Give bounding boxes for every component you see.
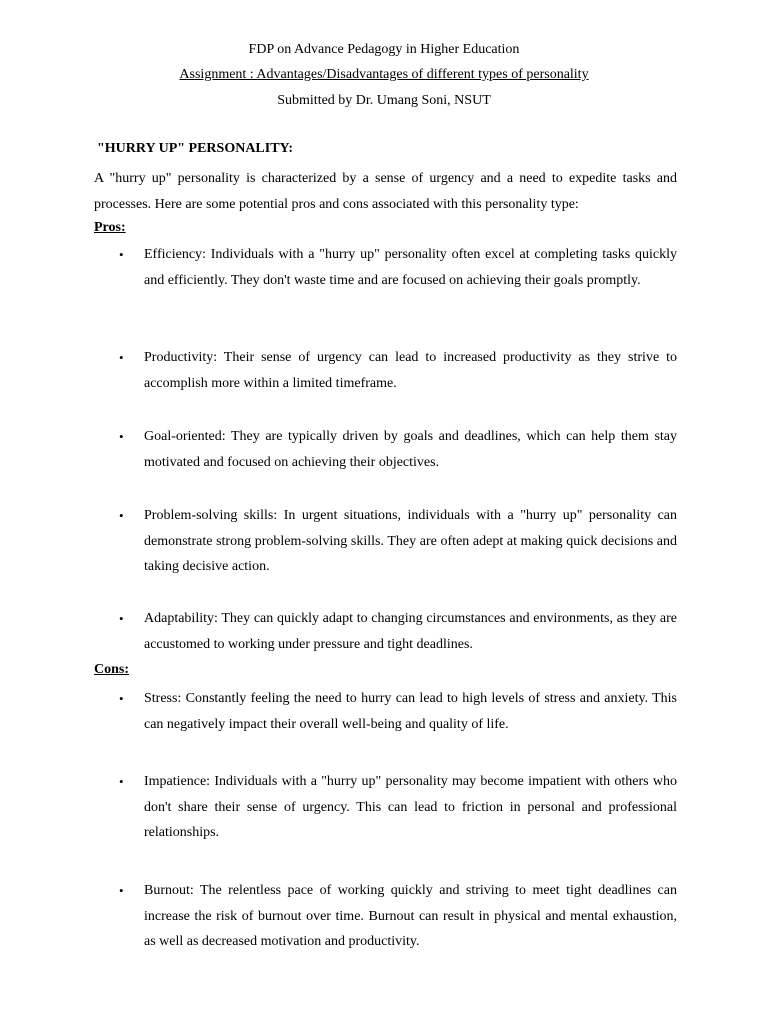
pros-item-text: Productivity: Their sense of urgency can lead to increased productivity as they strive to accomplish more within a limited timeframe. bbox=[144, 350, 677, 391]
bullet-icon: • bbox=[119, 774, 124, 789]
bullet-icon: • bbox=[119, 691, 124, 706]
pros-list-item bbox=[94, 242, 677, 293]
pros-list-item bbox=[94, 606, 677, 657]
cons-label: Cons: bbox=[94, 662, 130, 677]
bullet-icon: • bbox=[119, 429, 124, 444]
pros-list-item bbox=[94, 345, 677, 396]
pros-list-item bbox=[94, 503, 677, 580]
assignment-title: Assignment : Advantages/Disadvantages of different types of personality bbox=[179, 67, 589, 82]
pros-label: Pros: bbox=[94, 220, 126, 235]
pros-item-text: Adaptability: They can quickly adapt to changing circumstances and environments, as they are accustomed to working under pressure and tight deadlines. bbox=[144, 611, 677, 652]
cons-list-item bbox=[94, 878, 677, 955]
bullet-icon: • bbox=[119, 883, 124, 898]
cons-item-text: Impatience: Individuals with a "hurry up" personality may become impatient with others who don't share their sense of urgency. This can lead to friction in personal and professional relationships. bbox=[144, 774, 677, 840]
pros-list-item bbox=[94, 424, 677, 475]
pros-item-text: Goal-oriented: They are typically driven by goals and deadlines, which can help them stay motivated and focused on achieving their objectives. bbox=[144, 429, 677, 470]
cons-item-text: Stress: Constantly feeling the need to hurry can lead to high levels of stress and anxiety. This can negatively impact their overall well-being and quality of life. bbox=[144, 691, 677, 732]
bullet-icon: • bbox=[119, 247, 124, 262]
cons-list-item bbox=[94, 686, 677, 737]
pros-item-text: Problem-solving skills: In urgent situations, individuals with a "hurry up" personality can demonstrate strong problem-solving skills. They are often adept at making quick decisions and taking decisive action. bbox=[144, 508, 677, 574]
cons-list-item bbox=[94, 769, 677, 846]
document-title: FDP on Advance Pedagogy in Higher Education bbox=[248, 42, 520, 57]
pros-item-text: Efficiency: Individuals with a "hurry up" personality often excel at completing tasks quickly and efficiently. They don't waste time and are focused on achieving their goals promptly. bbox=[144, 247, 677, 288]
intro-paragraph: A "hurry up" personality is characterized by a sense of urgency and a need to expedite tasks and processes. Here are some potential pros and cons associated with this personality type: bbox=[94, 171, 677, 212]
bullet-icon: • bbox=[119, 508, 124, 523]
section-heading: "HURRY UP" PERSONALITY: bbox=[97, 141, 294, 156]
bullet-icon: • bbox=[119, 611, 124, 626]
bullet-icon: • bbox=[119, 350, 124, 365]
cons-item-text: Burnout: The relentless pace of working quickly and striving to meet tight deadlines can increase the risk of burnout over time. Burnout can result in physical and mental exhaustion, as well as decreased motivation and productivity. bbox=[144, 883, 677, 949]
author-line: Submitted by Dr. Umang Soni, NSUT bbox=[277, 93, 491, 108]
